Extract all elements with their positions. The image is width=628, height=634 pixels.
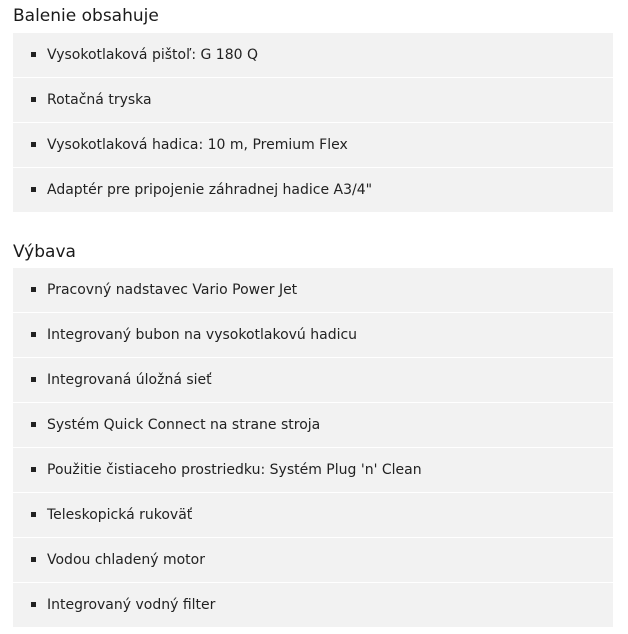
equipment-list bbox=[13, 268, 613, 627]
list-item-label: Integrovaný vodný filter bbox=[47, 597, 216, 613]
list-item bbox=[13, 313, 613, 358]
list-item-label: Vodou chladený motor bbox=[47, 552, 205, 568]
list-item-label: Adaptér pre pripojenie záhradnej hadice A3/4" bbox=[47, 182, 373, 198]
bullet-icon bbox=[31, 187, 36, 192]
package-contents-list bbox=[13, 33, 613, 212]
list-item-label: Vysokotlaková hadica: 10 m, Premium Flex bbox=[47, 137, 348, 153]
list-item-label: Integrovaná úložná sieť bbox=[47, 372, 212, 388]
list-item-label: Rotačná tryska bbox=[47, 92, 152, 108]
section-title-equipment: Výbava bbox=[13, 242, 76, 262]
list-item bbox=[13, 268, 613, 313]
list-item bbox=[13, 168, 613, 212]
list-item-label: Integrovaný bubon na vysokotlakovú hadicu bbox=[47, 327, 358, 343]
bullet-icon bbox=[31, 97, 36, 102]
bullet-icon bbox=[31, 287, 36, 292]
bullet-icon bbox=[31, 332, 36, 337]
bullet-icon bbox=[31, 512, 36, 517]
list-item bbox=[13, 78, 613, 123]
list-item bbox=[13, 358, 613, 403]
bullet-icon bbox=[31, 422, 36, 427]
list-item-label: Použitie čistiaceho prostriedku: Systém Plug 'n' Clean bbox=[47, 462, 422, 478]
list-item bbox=[13, 493, 613, 538]
bullet-icon bbox=[31, 142, 36, 147]
list-item bbox=[13, 538, 613, 583]
bullet-icon bbox=[31, 377, 36, 382]
list-item bbox=[13, 583, 613, 627]
bullet-icon bbox=[31, 602, 36, 607]
section-title-package-contents: Balenie obsahuje bbox=[13, 6, 159, 26]
list-item bbox=[13, 448, 613, 493]
bullet-icon bbox=[31, 467, 36, 472]
bullet-icon bbox=[31, 52, 36, 57]
list-item-label: Vysokotlaková pištoľ: G 180 Q bbox=[47, 47, 258, 63]
list-item-label: Systém Quick Connect na strane stroja bbox=[47, 417, 321, 433]
bullet-icon bbox=[31, 557, 36, 562]
list-item bbox=[13, 33, 613, 78]
list-item bbox=[13, 403, 613, 448]
list-item bbox=[13, 123, 613, 168]
list-item-label: Pracovný nadstavec Vario Power Jet bbox=[47, 282, 298, 298]
list-item-label: Teleskopická rukoväť bbox=[47, 507, 193, 523]
